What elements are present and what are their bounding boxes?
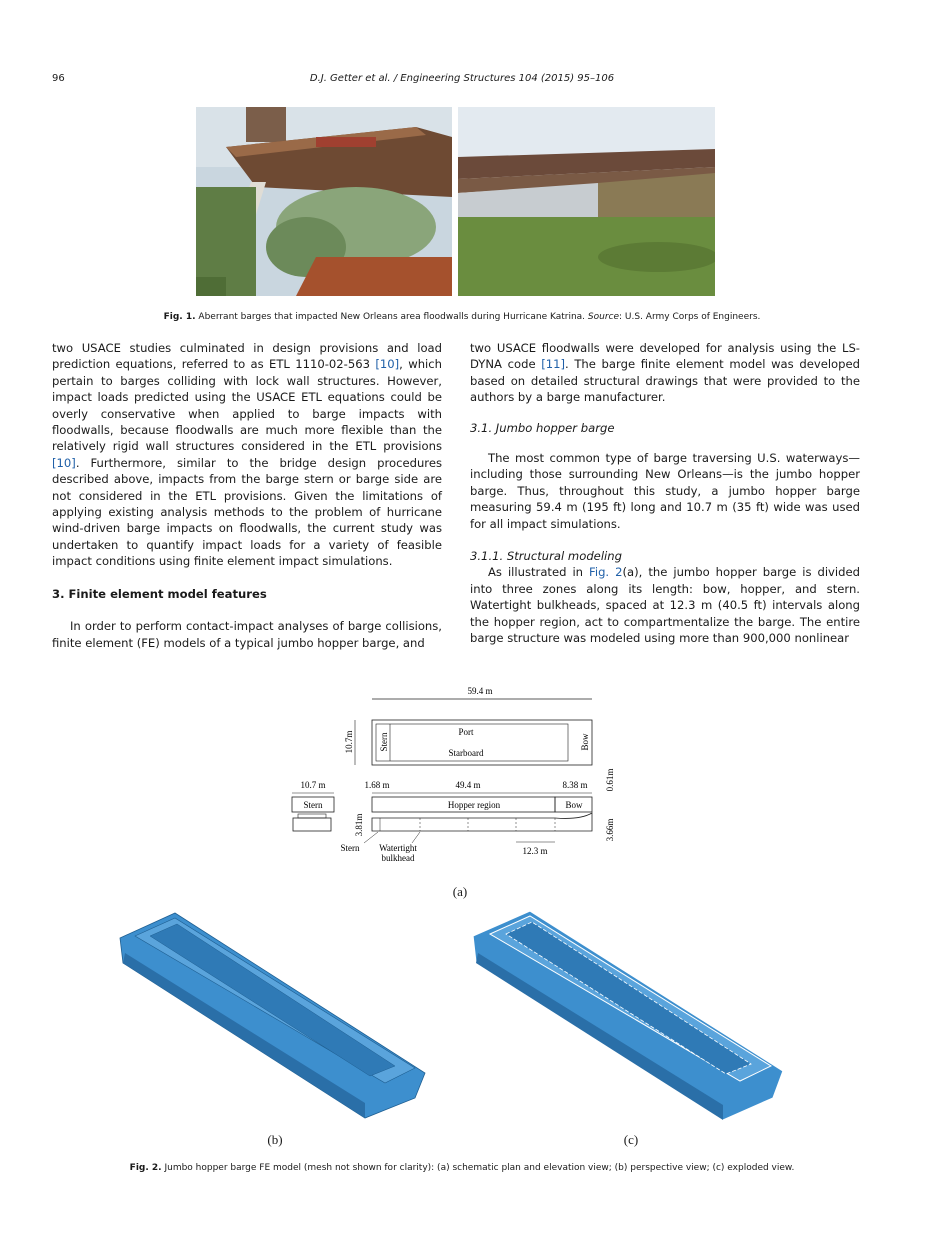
fig1-label: Fig. 1.: [163, 312, 196, 322]
dim-stern-width: 10.7 m: [300, 780, 326, 790]
plan-bow-label: Bow: [580, 733, 590, 751]
fig2-label: Fig. 2.: [129, 1163, 162, 1173]
stern-profile: [293, 818, 331, 831]
fig1-caption-text: Aberrant barges that impacted New Orleans area floodwalls during Hurricane Katrina.: [198, 312, 586, 322]
page-number: 96: [52, 73, 65, 84]
dim-bow-rake: 0.61m: [605, 768, 615, 792]
hopper-region-label: Hopper region: [447, 800, 501, 810]
fig2-panel-b-label: (b): [267, 1132, 283, 1147]
elev-stern-label: Stern: [340, 843, 360, 853]
left-column: [52, 340, 442, 651]
fig2-exploded-svg: [468, 908, 798, 1123]
fig1-photo-left: [196, 107, 452, 296]
elevation-profile: [372, 813, 592, 831]
fig2-panel-a-label: (a): [452, 884, 468, 899]
citation-link[interactable]: [10]: [375, 357, 400, 372]
fig2-caption-text: Jumbo hopper barge FE model (mesh not shown for clarity): (a) schematic plan and elevation view; (b) perspective view; (c) exploded view.: [164, 1163, 795, 1173]
watertight-label-1: Watertight: [379, 843, 417, 853]
fig1-caption: [52, 312, 872, 322]
section-heading: 3. Finite element model features: [52, 586, 267, 601]
journal-citation: D.J. Getter et al. / Engineering Structures 104 (2015) 95–106: [309, 73, 615, 84]
left-paragraph-2: In order to perform contact-impact analyses of barge collisions, finite element (FE) models of a typical jumbo hopper barge, and: [52, 619, 442, 650]
plan-stern-label: Stern: [379, 732, 389, 752]
leader-stern: [364, 832, 378, 843]
fig2-perspective-svg: [115, 908, 435, 1123]
fig2-caption: [52, 1163, 872, 1173]
right-paragraph-1: two USACE floodwalls were developed for analysis using the LS-DYNA code [11]. The barge finite element model was developed based on detailed structural drawings that were provided to the authors by a barge manufacturer.: [470, 341, 860, 405]
fig2-exploded-view: [468, 908, 798, 1123]
figure-link[interactable]: Fig. 2: [589, 565, 623, 580]
watertight-label-2: bulkhead: [381, 853, 415, 863]
fig2-panel-c-label: (c): [623, 1132, 639, 1147]
fig1-source-label: Source: [587, 312, 620, 322]
left-paragraph-1: two USACE studies culminated in design provisions and load prediction equations, referred to as ETL 1110-02-563 [10], which pertain to barges colliding with lock wall structures. However, impact loads predicted using the USACE ETL equations could be overly conservative when applied to barge impacts with floodwalls, because floodwalls are much more flexible than the relatively rigid wall structures considered in the ETL provisions [10]. Furthermore, similar to the bridge design procedures described above, impacts from the barge stern or barge side are not considered in the ETL provisions. Given the limitations of applying existing analysis methods to the problem of hurricane wind-driven barge impacts on floodwalls, the current study was undertaken to quantify impact loads for a variety of feasible impact conditions using finite element impact simulations.: [52, 341, 442, 569]
subsection-heading: 3.1. Jumbo hopper barge: [470, 420, 615, 435]
right-column: [470, 340, 860, 647]
citation-link[interactable]: [11]: [541, 357, 566, 372]
starboard-label: Starboard: [448, 748, 484, 758]
fig2-schematic-svg: [280, 680, 640, 870]
dim-hopper-length: 49.4 m: [455, 780, 481, 790]
plan-outline: [372, 720, 592, 765]
port-label: Port: [458, 727, 474, 737]
dim-stern-length: 1.68 m: [364, 780, 390, 790]
fig2-schematic: [280, 680, 640, 870]
right-paragraph-2: The most common type of barge traversing U.S. waterways—including those surrounding New Orleans—is the jumbo hopper barge. Thus, throughout this study, a jumbo hopper barge measuring 59.4 m (195 ft) long and 10.7 m (35 ft) wide was used for all impact simulations.: [470, 451, 860, 531]
right-paragraph-3: As illustrated in Fig. 2(a), the jumbo hopper barge is divided into three zones along its length: bow, hopper, and stern. Watertight bulkheads, spaced at 12.3 m (40.5 ft) intervals along the hopper region, act to compartmentalize the barge. The entire barge structure was modeled using more than 900,000 nonlinear: [470, 565, 860, 646]
subsubsection-heading: 3.1.1. Structural modeling: [470, 549, 622, 564]
fig1-photo-right: [458, 107, 715, 296]
citation-link[interactable]: [10]: [52, 455, 76, 470]
leader-bulkhead: [412, 832, 420, 843]
dim-width: 10.7m: [344, 730, 354, 754]
bow-region-label: Bow: [565, 800, 583, 810]
fig1-source-text: : U.S. Army Corps of Engineers.: [619, 312, 761, 322]
fig2-perspective-view: [115, 908, 435, 1123]
stern-section-label: Stern: [303, 800, 323, 810]
running-header: [52, 73, 872, 87]
dim-bow-depth: 3.66m: [605, 818, 615, 842]
dim-bulkhead-spacing: 12.3 m: [522, 846, 548, 856]
dim-overall-length: 59.4 m: [467, 686, 493, 696]
stern-profile-coaming: [298, 814, 326, 818]
dim-bow-length: 8.38 m: [562, 780, 588, 790]
dim-depth: 3.81m: [354, 813, 364, 837]
